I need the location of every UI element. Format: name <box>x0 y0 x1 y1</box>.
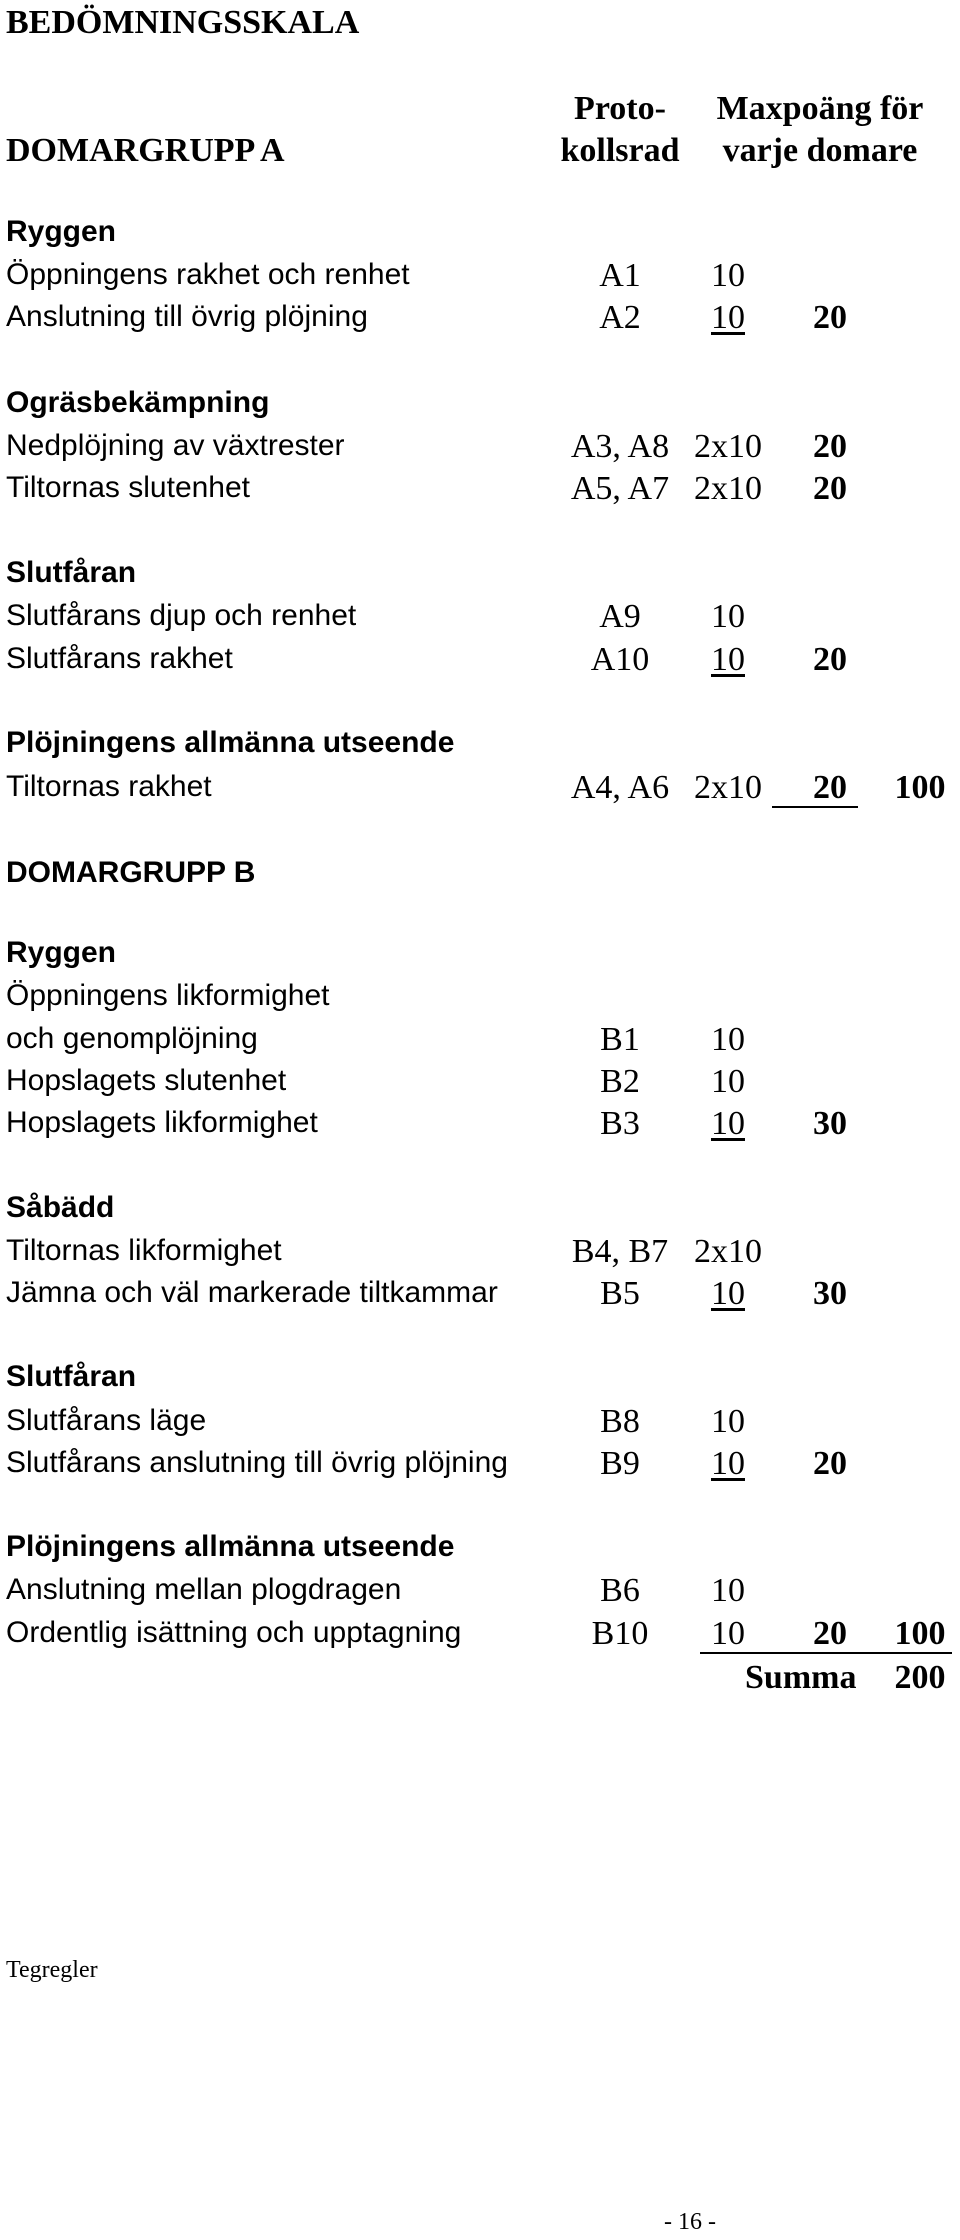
section-heading: Såbädd <box>6 1191 115 1224</box>
section-heading: Ogräsbekämpning <box>6 386 270 419</box>
protocol-row: B1 <box>600 1021 640 1058</box>
points: 10 <box>711 1275 745 1312</box>
col-header-proto-2: kollsrad <box>560 132 680 169</box>
section-heading: Slutfåran <box>6 1360 137 1393</box>
group-total: 100 <box>894 1615 946 1652</box>
criterion-label: och genomplöjning <box>6 1022 258 1055</box>
protocol-row: B5 <box>600 1275 640 1312</box>
protocol-row: B10 <box>591 1615 649 1652</box>
section-sum: 20 <box>813 470 847 507</box>
section-sum: 20 <box>813 1445 847 1482</box>
points: 2x10 <box>694 470 762 507</box>
section-sum: 20 <box>813 299 847 336</box>
criterion-label: Nedplöjning av växtrester <box>6 429 345 462</box>
criterion-label: Öppningens likformighet <box>6 979 330 1012</box>
criterion-label: Tiltornas rakhet <box>6 770 212 803</box>
criterion-label: Anslutning mellan plogdragen <box>6 1573 402 1606</box>
points: 10 <box>711 1445 745 1482</box>
points: 10 <box>711 1572 745 1609</box>
section-sum: 30 <box>813 1105 847 1142</box>
page-number: - 16 - <box>664 2209 716 2235</box>
points: 2x10 <box>694 1233 762 1270</box>
summa-label: Summa <box>745 1659 857 1696</box>
section-sum: 20 <box>813 1615 847 1652</box>
protocol-row: B3 <box>600 1105 640 1142</box>
page-title: BEDÖMNINGSSKALA <box>6 4 360 41</box>
criterion-label: Hopslagets slutenhet <box>6 1064 287 1097</box>
protocol-row: B4, B7 <box>571 1233 669 1270</box>
protocol-row: B9 <box>600 1445 640 1482</box>
section-sum: 20 <box>813 641 847 678</box>
criterion-label: Ordentlig isättning och upptagning <box>6 1616 462 1649</box>
points: 2x10 <box>694 769 762 806</box>
section-heading: Slutfåran <box>6 556 137 589</box>
section-heading: Plöjningens allmänna utseende <box>6 726 455 759</box>
section-heading: Plöjningens allmänna utseende <box>6 1530 455 1563</box>
points: 10 <box>711 257 745 294</box>
footer-text: Tegregler <box>6 1957 98 1983</box>
protocol-row: A1 <box>599 257 641 294</box>
sum-underline <box>772 806 858 808</box>
summa-value: 200 <box>894 1659 946 1696</box>
criterion-label: Slutfårans djup och renhet <box>6 599 357 632</box>
col-header-max: Maxpoäng för <box>716 90 924 127</box>
points: 10 <box>711 1063 745 1100</box>
points: 10 <box>711 1021 745 1058</box>
col-header-max-2: varje domare <box>722 132 918 169</box>
criterion-label: Slutfårans anslutning till övrig plöjning <box>6 1446 508 1479</box>
criterion-label: Jämna och väl markerade tiltkammar <box>6 1276 498 1309</box>
points: 10 <box>711 598 745 635</box>
protocol-row: B8 <box>600 1403 640 1440</box>
section-heading: Ryggen <box>6 936 117 969</box>
criterion-label: Tiltornas slutenhet <box>6 471 251 504</box>
group-b-title: DOMARGRUPP B <box>6 856 256 889</box>
criterion-label: Slutfårans läge <box>6 1404 207 1437</box>
criterion-label: Anslutning till övrig plöjning <box>6 300 368 333</box>
protocol-row: A9 <box>599 598 641 635</box>
protocol-row: B6 <box>600 1572 640 1609</box>
section-sum: 20 <box>813 428 847 465</box>
points: 10 <box>711 1105 745 1142</box>
col-header-proto: Proto- <box>574 90 666 127</box>
protocol-row: A3, A8 <box>570 428 670 465</box>
points: 10 <box>711 1403 745 1440</box>
protocol-row: A4, A6 <box>570 769 670 806</box>
criterion-label: Slutfårans rakhet <box>6 642 233 675</box>
section-heading: Ryggen <box>6 215 117 248</box>
protocol-row: A2 <box>599 299 641 336</box>
section-sum: 20 <box>813 769 847 806</box>
protocol-row: A10 <box>590 641 650 678</box>
points: 2x10 <box>694 428 762 465</box>
protocol-row: A5, A7 <box>570 470 670 507</box>
protocol-row: B2 <box>600 1063 640 1100</box>
criterion-label: Tiltornas likformighet <box>6 1234 282 1267</box>
criterion-label: Öppningens rakhet och renhet <box>6 258 410 291</box>
criterion-label: Hopslagets likformighet <box>6 1106 318 1139</box>
total-underline <box>700 1652 952 1654</box>
group-total: 100 <box>894 769 946 806</box>
section-sum: 30 <box>813 1275 847 1312</box>
points: 10 <box>711 299 745 336</box>
group-a-title: DOMARGRUPP A <box>6 132 285 169</box>
points: 10 <box>711 641 745 678</box>
points: 10 <box>711 1615 745 1652</box>
